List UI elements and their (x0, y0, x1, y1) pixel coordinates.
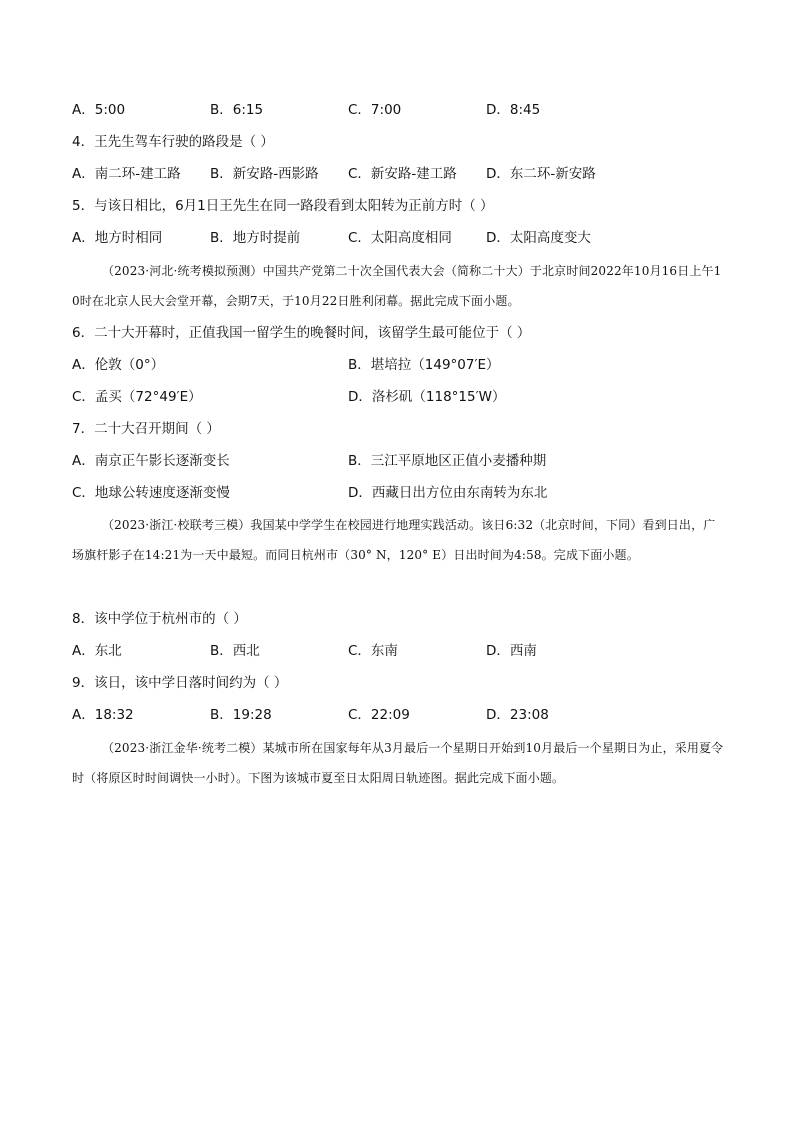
intro-paragraph-3: （2023·浙江金华·统考二模）某城市所在国家每年从3月最后一个星期日开始到10月最后一个星期日为止，采用夏令时（将原区时时间调快一小时）。下图为该城市夏至日太阳周日轨迹图。据此完成下面小题。 (72, 741, 724, 785)
q7-options-row-1 (72, 452, 732, 470)
q6-option-d[interactable]: D．洛杉矶（118°15′W） (348, 389, 506, 405)
q4-option-c[interactable]: C．新安路-建工路 (348, 166, 457, 182)
q8-option-c[interactable]: C．东南 (348, 643, 398, 659)
intro-paragraph-2: （2023·浙江·校联考三模）我国某中学学生在校园进行地理实践活动。该日6:32（北京时间，下同）看到日出，广场旗杆影子在14:21为一天中最短。而同日杭州市（30° N，120° E）日出时间为4:58。完成下面小题。 (72, 518, 716, 562)
q5-options (72, 229, 732, 247)
q8-options (72, 642, 732, 660)
q4-option-d[interactable]: D．东二环-新安路 (486, 166, 596, 182)
q4-stem: 4．王先生驾车行驶的路段是（ ） (72, 134, 274, 150)
q7-option-c[interactable]: C．地球公转速度逐渐变慢 (72, 485, 230, 501)
q5-option-d[interactable]: D．太阳高度变大 (486, 230, 591, 246)
q5-stem: 5．与该日相比，6月1日王先生在同一路段看到太阳转为正前方时（ ） (72, 198, 494, 214)
q7-option-b[interactable]: B．三江平原地区正值小麦播种期 (348, 453, 547, 469)
q7-option-d[interactable]: D．西藏日出方位由东南转为东北 (348, 485, 548, 501)
q3-options (72, 101, 732, 119)
q7-option-a[interactable]: A．南京正午影长逐渐变长 (72, 453, 230, 469)
q6-options-row-2 (72, 388, 732, 406)
q8-option-b[interactable]: B．西北 (210, 643, 260, 659)
q8-option-d[interactable]: D．西南 (486, 643, 537, 659)
q3-option-c[interactable]: C．7:00 (348, 102, 402, 118)
q4-option-a[interactable]: A．南二环-建工路 (72, 166, 181, 182)
q9-options (72, 706, 732, 724)
q9-option-a[interactable]: A．18:32 (72, 707, 134, 723)
q5-option-c[interactable]: C．太阳高度相同 (348, 230, 452, 246)
q3-option-d[interactable]: D．8:45 (486, 102, 541, 118)
q3-option-b[interactable]: B．6:15 (210, 102, 264, 118)
q8-stem: 8．该中学位于杭州市的（ ） (72, 611, 247, 627)
intro-paragraph-1: （2023·河北·统考模拟预测）中国共产党第二十次全国代表大会（简称二十大）于北京时间2022年10月16日上午10时在北京人民大会堂开幕，会期7天，于10月22日胜利闭幕。据此完成下面小题。 (72, 264, 722, 308)
q4-options (72, 165, 732, 183)
q7-stem: 7．二十大召开期间（ ） (72, 421, 220, 437)
q9-stem: 9．该日，该中学日落时间约为（ ） (72, 675, 288, 691)
q4-option-b[interactable]: B．新安路-西影路 (210, 166, 319, 182)
q7-options-row-2 (72, 484, 732, 502)
q5-option-b[interactable]: B．地方时提前 (210, 230, 301, 246)
q5-option-a[interactable]: A．地方时相同 (72, 230, 163, 246)
q6-options-row-1 (72, 356, 732, 374)
q9-option-c[interactable]: C．22:09 (348, 707, 410, 723)
q6-option-b[interactable]: B．堪培拉（149°07′E） (348, 357, 500, 373)
q6-stem: 6．二十大开幕时，正值我国一留学生的晚餐时间，该留学生最可能位于（ ） (72, 325, 531, 341)
q9-option-d[interactable]: D．23:08 (486, 707, 549, 723)
q9-option-b[interactable]: B．19:28 (210, 707, 272, 723)
q6-option-c[interactable]: C．孟买（72°49′E） (72, 389, 202, 405)
q8-option-a[interactable]: A．东北 (72, 643, 122, 659)
q6-option-a[interactable]: A．伦敦（0°） (72, 357, 165, 373)
q3-option-a[interactable]: A．5:00 (72, 102, 126, 118)
